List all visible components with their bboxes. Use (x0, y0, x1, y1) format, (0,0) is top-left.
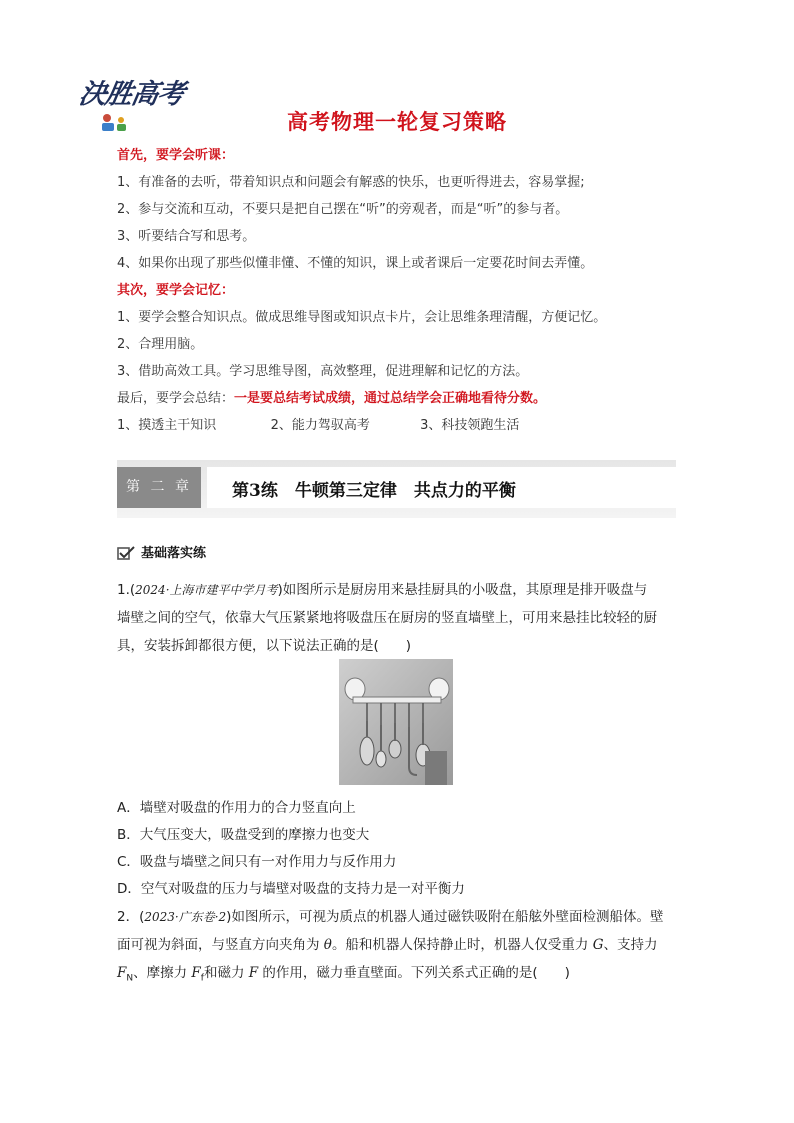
summary-item: 1、摸透主干知识 (117, 418, 217, 433)
summary-highlight: 一是要总结考试成绩，通过总结学会正确地看待分数。 (234, 391, 547, 406)
first-item: 4、如果你出现了那些似懂非懂、不懂的知识，课上或者课后一定要花时间去弄懂。 (117, 256, 594, 271)
second-item: 2、合理用脑。 (117, 337, 204, 352)
summary-line (117, 387, 546, 406)
magnetic-force-symbol: F (248, 965, 259, 981)
q2-line2 (117, 933, 658, 953)
normal-force-symbol: F (117, 965, 127, 981)
q2-text: 、支持力 (603, 937, 658, 953)
chapter-title: 第3练 牛顿第三定律 共点力的平衡 (232, 481, 516, 501)
q1-option-c: C．吸盘与墙壁之间只有一对作用力与反作用力 (117, 854, 397, 870)
summary-item: 3、科技领跑生活 (420, 418, 520, 433)
section-heading (117, 542, 206, 561)
logo-text: 決胜高考 (76, 79, 187, 110)
q1-source: 2024·上海市建平中学月考 (135, 583, 278, 597)
section-label: 基础落实练 (141, 546, 207, 561)
q1-option-b: B．大气压变大，吸盘受到的摩擦力也变大 (117, 827, 370, 843)
second-item: 3、借助高效工具。学习思维导图，高效整理，促进理解和记忆的方法。 (117, 364, 529, 379)
first-heading: 首先，要学会听课： (117, 148, 235, 163)
q1-line2: 墙壁之间的空气，依靠大气压紧紧地将吸盘压在厨房的竖直墙壁上，可用来悬挂比较轻的厨 (117, 610, 657, 626)
q2-text: 的作用，磁力垂直壁面。下列关系式正确的是( ) (258, 965, 570, 981)
normal-force-subscript: N (126, 973, 134, 984)
first-item: 2、参与交流和互动，不要只是把自己摆在“听”的旁观者，而是“听”的参与者。 (117, 202, 569, 217)
q2-line3 (117, 961, 570, 984)
q1-option-d: D．空气对吸盘的压力与墙壁对吸盘的支持力是一对平衡力 (117, 881, 465, 897)
checkbox-check-icon (117, 546, 135, 560)
second-item: 1、要学会整合知识点。做成思维导图或知识点卡片，会让思维条理清醒，方便记忆。 (117, 310, 607, 325)
friction-symbol: F (191, 965, 201, 981)
second-heading: 其次，要学会记忆： (117, 283, 235, 298)
q2-text: )如图所示，可视为质点的机器人通过磁铁吸附在船舷外壁面检测船体。壁 (226, 909, 664, 925)
q2-number: 2．( (117, 909, 145, 925)
page-title: 高考物理一轮复习策略 (287, 110, 507, 134)
theta-symbol: θ (323, 937, 332, 953)
summary-prefix: 最后，要学会总结： (117, 391, 235, 406)
summary-item: 2、能力驾驭高考 (270, 418, 370, 433)
first-item: 3、听要结合写和思考。 (117, 229, 256, 244)
q2-line1 (117, 905, 663, 925)
q1-option-a: A．墙壁对吸盘的作用力的合力竖直向上 (117, 800, 356, 816)
suction-hook-photo (339, 659, 453, 785)
q2-text: 、摩擦力 (133, 965, 192, 981)
q1-text: )如图所示是厨房用来悬挂厨具的小吸盘，其原理是排开吸盘与 (277, 582, 648, 598)
first-item: 1、有准备的去听，带着知识点和问题会有解惑的快乐，也更听得进去，容易掌握; (117, 175, 585, 190)
q1-line3: 具，安装拆卸都很方便，以下说法正确的是( ) (117, 638, 412, 654)
summary-items (117, 414, 519, 433)
q2-source: 2023·广东卷·2 (144, 910, 227, 924)
friction-subscript: f (200, 973, 204, 984)
q2-text: 面可视为斜面，与竖直方向夹角为 (117, 937, 324, 953)
q1-number: 1.( (117, 582, 136, 598)
q2-text: 。船和机器人保持静止时，机器人仅受重力 (331, 937, 593, 953)
q1-line1 (117, 578, 647, 598)
gravity-symbol: G (592, 937, 604, 953)
q2-text: 和磁力 (203, 965, 249, 981)
chapter-tag: 第 二 章 (117, 467, 201, 508)
